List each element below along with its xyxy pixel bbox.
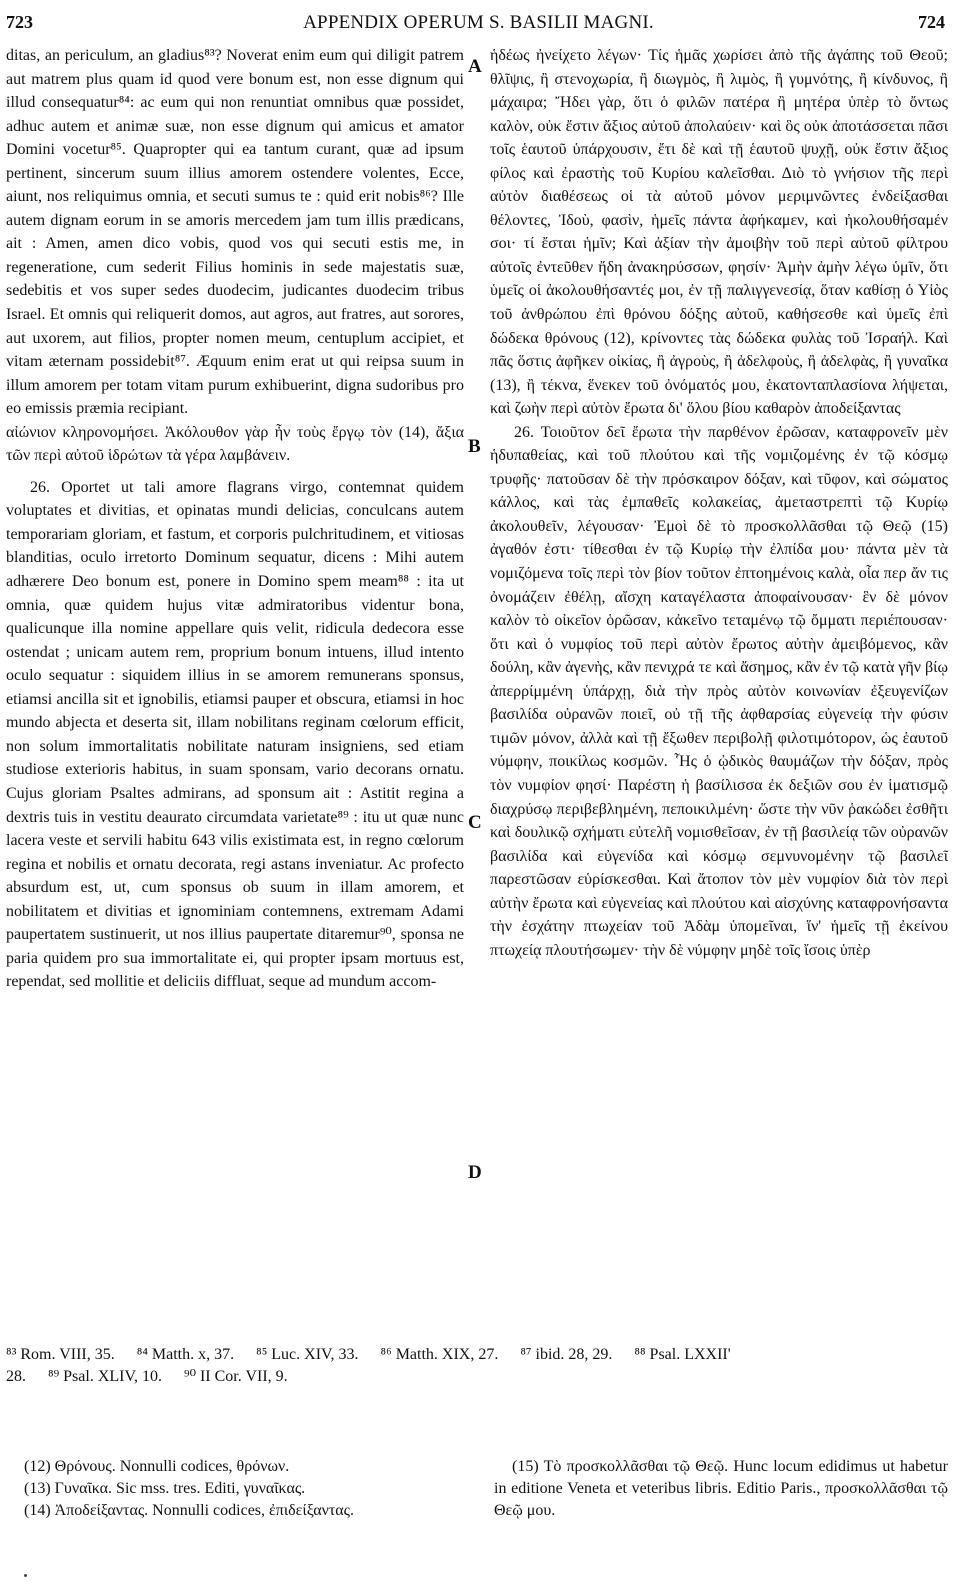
reference-row	[6, 1366, 952, 1388]
reference-item: ⁹⁰ II Cor. VII, 9.	[183, 1368, 288, 1385]
margin-marker-c: C	[468, 812, 482, 833]
ink-speck	[24, 1574, 27, 1577]
latin-paragraph-26: 26. Oportet ut tali amore flagrans virgo, contemnat quidem voluptates et divitias, et opinatas mundi delicias, conculcans autem temporariam gloriam, et fastum, et corporis pulchritudinem, et vitiosas blanditias, oculo irretorto Dominum sequatur, dicens : Mihi autem adhærere Deo bonum est, ponere in Domino spem meam⁸⁸ : ita ut omnia, quæ quidem hujus vitæ admiratoribus videntur bona, qualicunque illa nomine appellare quis velit, ridicula dedecora esse ostendat ; unicam autem rem, proprium bonum intuens, illud intento oculo sequatur : siquidem illius in se amorem remunerans sponsus, etiamsi ancilla sit et ignobilis, etiamsi pauper et obscura, etiamsi in hoc mundo abjecta et deserta sit, illam nobilitans reginam cœlorum efficit, non solum immortalitatis nobilitate naturam insigniens, sed etiam studiose exterioris habitus, in suam sponsam, vario decorans ornatu. Cujus gloriam Psaltes admirans, ad sponsum ait : Astitit regina a dextris tuis in vestitu deaurato circumdata varietate⁸⁹ : itu ut quæ nunc lacera veste et servili habitu 643 vilis existimata est, in regno cœlorum regina et nobilis et ornatu decorata, regi astans inveniatur. Ac profecto absurdum est, ut, cum sponsus ob suum in illam amorem, et nobilitatem et divitias et ignominiam contemnens, extremam Adami paupertatem sustinuerit, ut nos illius paupertate ditaremur⁹⁰, sponsa ne paria quidem pro sua immortalitate ei, qui propter ipsam mortuus est, rependat, sed mollitie et deliciis diffluat, seque ad mundum accom-	[6, 478, 464, 991]
margin-marker-b: B	[468, 436, 481, 457]
latin-column	[6, 44, 464, 994]
greek-paragraph-26: 26. Τοιοῦτον δεῖ ἔρωτα τὴν παρθένον ἐρῶσαν, καταφρονεῖν μὲν ἡδυπαθείας, καὶ τοῦ πλούτου καὶ τῆς νομιζομένης ἐν τῷ κόσμῳ τρυφῆς· πατοῦσαν δὲ τὴν πρόσκαιρον δόξαν, καὶ τῦφον, καὶ σώματος κάλλος, καὶ τὰς ἐμπαθεῖς κολακείας, ἀμεταστρεπτὶ τῷ Κυρίῳ ἀκολουθεῖν, λέγουσαν· Ἐμοὶ δὲ τὸ προσκολλᾶσθαι τῷ Θεῷ (15) ἀγαθόν ἐστι· τίθεσθαι ἐν τῷ Κυρίῳ τὴν ἐλπίδα μου· πάντα μὲν τὰ νομιζόμενα τοῖς περὶ τὸν βίον τοῦτον ἐπτοημένοις καλὰ, οἷα περ ἄν τις ὀνομάζειν ἐθέλῃ, αἴσχη καταγέλαστα ἀποφαίνουσαν· ἓν δὲ μόνον καλὸν τὸ οἰκεῖον ὁρῶσαν, κἀκεῖνο τεταμένῳ τῷ ὄμματι περιέπουσαν· ὅτι καὶ ὁ νυμφίος τοῦ περὶ αὐτὸν ἔρωτος αὐτὴν ἀμειβόμενος, κἂν δούλη, κἂν ἀγενὴς, κἂν πενιχρά τε καὶ ἄσημος, κἂν ἐν τῷ κατὰ γῆν βίῳ ἀπερρίμμένη ὑπάρχῃ, διὰ τὴν πρὸς αὐτὸν κοινωνίαν ἐξευγενίζων βασιλίδα οὐρανῶν ποιεῖ, οὐ τῇ τῆς ἀφθαρσίας εὐγενείᾳ τὴν φύσιν τιμῶν μόνον, ἀλλὰ καὶ τῇ ἔξωθεν περιβολῇ φιλοτιμότορον, ὡς ἑαυτοῦ νύμφην, ποικίλως κοσμῶν. Ἧς ὁ ᾠδικὸς θαυμάζων τὴν δόξαν, πρὸς τὸν νυμφίον φησί· Παρέστη ἡ βασίλισσα ἐκ δεξιῶν σου ἐν ἱματισμῷ διαχρύσῳ περιβεβλημένη, πεποικιλμένη· ὥστε τὴν νῦν ῥακώδει ἐσθῆτι καὶ δουλικῷ σχήματι εὐτελῆ νομισθεῖσαν, ἐν τῇ βασιλείᾳ τῶν οὐρανῶν βασιλίδα καὶ εὐγενίδα καὶ κόσμῳ σεμνυνομένην τῷ βασιλεῖ παρεστῶσαν εὑρίσκεσθαι. Καὶ ἄτοπον τὸν μὲν νυμφίον διὰ τὸν περὶ αὐτὴν ἔρωτα καὶ εὐγενείας καὶ πλούτου καὶ αἰσχύνης καταφρονήσαντα τὴν ἐσχάτην πτωχείαν τοῦ Ἀδὰμ ὑπομεῖναι, ἵν' ἡμεῖς τῇ ἐκείνου πτωχείᾳ πλουτήσωμεν· τὴν δὲ νύμφην μηδὲ τοῖς ἴσοις ὑπὲρ	[490, 423, 948, 959]
reference-item: ⁸⁹ Psal. XLIV, 10.	[48, 1368, 162, 1385]
reference-item: ⁸⁶ Matth. XIX, 27.	[380, 1346, 499, 1363]
running-title: APPENDIX OPERUM S. BASILII MAGNI.	[303, 12, 654, 33]
reference-item: ⁸⁸ Psal. LXXII'	[634, 1346, 731, 1363]
latin-paragraph: ditas, an periculum, an gladius⁸³? Noverat enim eum qui diligit patrem aut matrem plus quam id quod vere bonum est, non esse dignum qui illud consequatur⁸⁴: ac eum qui non renuntiat omnibus quæ possidet, adhuc autem et animæ suæ, non esse dignum qui amicus et amator Domini vocetur⁸⁵. Quapropter qui ea tantum curant, quæ ad ipsum pertinent, sincerum suum illius amorem ostendere volentes, Ecce, aiunt, nos reliquimus omnia, et secuti sumus te : quid erit nobis⁸⁶? Ille autem dignam eorum in se amoris mercedem jam tum illis prædicans, ait : Amen, amen dico vobis, quod vos qui secuti estis me, in regeneratione, cum sederit Filius hominis in sede majestatis suæ, sedebitis et vos super sedes duodecim, judicantes duodecim tribus Israel. Et omnis qui reliquerit domos, aut agros, aut fratres, aut sorores, aut uxorem, aut filios, propter nomen meum, centuplum accipiet, et vitam æternam possidebit⁸⁷. Æquum enim erat ut qui reipsa suum in illum amorem per totam vitam purum exhibuerint, digna sudoribus pro eo emissis præmia recipiant.	[6, 47, 464, 418]
scripture-references	[6, 1344, 952, 1388]
critical-notes-right	[494, 1456, 948, 1522]
reference-item: ⁸⁷ ibid. 28, 29.	[520, 1346, 613, 1363]
margin-marker-d: D	[468, 1162, 482, 1183]
note-15: (15) Τὸ προσκολλᾶσθαι τῷ Θεῷ. Hunc locum edidimus ut habetur in editione Veneta et veteribus libris. Editio Paris., προσκολλᾶσθαι τῷ Θεῷ μου.	[494, 1458, 948, 1519]
page-number-left: 723	[6, 12, 33, 32]
reference-row	[6, 1344, 952, 1366]
reference-item: 28.	[6, 1368, 26, 1385]
note-13: (13) Γυναῖκα. Sic mss. tres. Editi, γυναῖκας.	[24, 1480, 306, 1497]
reference-item: ⁸⁴ Matth. x, 37.	[136, 1346, 235, 1363]
critical-notes-left	[6, 1456, 464, 1522]
note-12: (12) Θρόνους. Nonnulli codices, θρόνων.	[24, 1458, 290, 1475]
greek-column	[490, 44, 948, 962]
margin-marker-a: A	[468, 56, 482, 77]
page-number-right: 724	[918, 12, 945, 32]
greek-paragraph: ἡδέως ἠνείχετο λέγων· Τίς ἡμᾶς χωρίσει ἀπὸ τῆς ἀγάπης τοῦ Θεοῦ; θλῖψις, ἢ στενοχωρία, ἢ διωγμὸς, ἢ λιμὸς, ἢ γυμνότης, ἢ κίνδυνος, ἢ μάχαιρα; Ἤδει γὰρ, ὅτι ὁ φιλῶν πατέρα ἢ μητέρα ὑπὲρ τὸ ὄντως καλὸν, οὐκ ἔστιν ἄξιος αὐτοῦ ἀπολαύειν· καὶ ὃς οὐκ ἀποτάσσεται πᾶσι τοῖς ἑαυτοῦ ὑπάρχουσιν, ἔτι δὲ καὶ τῇ ἑαυτοῦ ψυχῇ, οὐκ ἔστιν ἄξιος φίλος καὶ ἐραστὴς τοῦ Κυρίου καλεῖσθαι. Διὸ τὸ γνήσιον τῆς περὶ αὐτὸν διαθέσεως οἱ τὰ αὐτοῦ μόνον μεριμνῶντες ἐνδείξασθαι θέλοντες, Ἰδοὺ, φασὶν, ἡμεῖς πάντα ἀφήκαμεν, καὶ ἠκολουθήσαμέν σοι· τί ἔσται ἡμῖν; Καὶ ἀξίαν τὴν ἀμοιβὴν τοῦ περὶ αὐτοῦ φίλτρου αὐτοῖς ἐντεῦθεν ἤδη ἀνακηρύσσων, φησίν· Ἀμὴν ἀμὴν λέγω ὑμῖν, ὅτι ὑμεῖς οἱ ἀκολουθήσαντές μοι, ἐν τῇ παλιγγενεσίᾳ, ὅταν καθίσῃ ὁ Υἱὸς τοῦ ἀνθρώπου ἐπὶ θρόνου δόξης αὐτοῦ, καθήσεσθε καὶ ὑμεῖς ἐπὶ δώδεκα θρόνους (12), κρίνοντες τὰς δώδεκα φυλὰς τοῦ Ἰσραήλ. Καὶ πᾶς ὅστις ἀφῆκεν οἰκίας, ἢ ἀγροὺς, ἢ ἀδελφοὺς, ἢ ἀδελφὰς, ἢ γυναῖκα (13), ἢ τέκνα, ἕνεκεν τοῦ ὀνόματός μου, ἑκατονταπλασίονα λήψεται, καὶ ζωὴν περὶ αὐτὸν ἔρωτα δι' ὅλου βίου καθαρὸν ἀποδείξαντας	[490, 47, 948, 418]
latin-greek-tail: αἰώνιον κληρονομήσει. Ἀκόλουθον γὰρ ἦν τοὺς ἔργῳ τὸν (14), ἄξια τῶν περὶ αὐτοῦ ἱδρώτων τὰ γέρα λαμβάνειν.	[6, 423, 464, 465]
reference-item: ⁸⁵ Luc. XIV, 33.	[256, 1346, 359, 1363]
reference-item: ⁸³ Rom. VIII, 35.	[6, 1346, 115, 1363]
running-header	[0, 12, 957, 40]
note-14: (14) Ἀποδείξαντας. Nonnulli codices, ἐπιδείξαντας.	[24, 1502, 354, 1519]
